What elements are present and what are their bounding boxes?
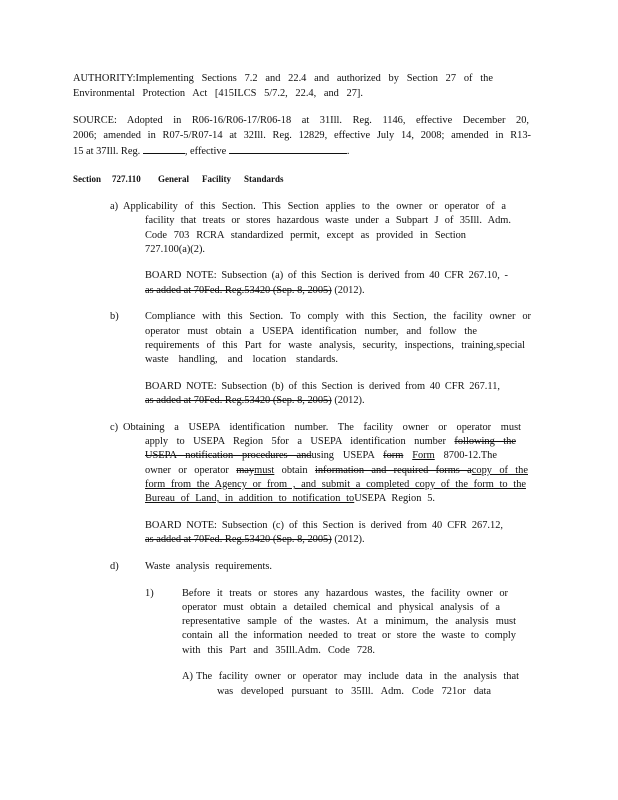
subsection-c-label: c) — [110, 422, 119, 433]
board-note-c-line-2 — [145, 532, 365, 547]
item-1-line-5: with this Part and 35Ill.Adm. Code 728. — [182, 645, 375, 656]
subsection-c-line-4-inserted-must: must — [254, 465, 275, 476]
authority-label: AUTHORITY: — [73, 73, 136, 84]
subsection-b-line-3: requirements of this Part for waste analysis, security, inspections, training,special — [145, 340, 525, 351]
item-1-label: 1) — [145, 588, 154, 599]
board-note-a-struck: as added at 70Fed. Reg.53420 (Sep. 8, 2005) — [145, 285, 332, 296]
source-line-2: 2006; amended in R07-5/R07-14 at 32Ill. Reg. 12829, effective July 14, 2008; amended in R13- — [73, 130, 531, 141]
authority-line-2: Environmental Protection Act [415ILCS 5/7.2, 22.4, and 27]. — [73, 88, 363, 99]
subsection-d-title: Waste analysis requirements. — [145, 561, 272, 572]
subsection-c-line-4-inserted: copy of the — [471, 465, 528, 476]
item-A-line-2: was developed pursuant to 35Ill. Adm. Code 721or data — [217, 686, 491, 697]
item-A-label: A) — [182, 671, 193, 682]
subsection-c-line-3-struck: USEPA notification procedures and — [145, 450, 312, 461]
subsection-c-line-6-inserted: Bureau of Land, in addition to notification to — [145, 493, 355, 504]
item-1-line-4: contain all the information needed to treat or store the waste to comply — [182, 630, 516, 641]
source-line-3 — [73, 143, 373, 159]
subsection-c-line-4-obtain: obtain — [274, 465, 315, 476]
subsection-c-line-4 — [145, 463, 528, 478]
subsection-b-line-2: operator must obtain a USEPA identification number, and follow the — [145, 326, 477, 337]
section-number: 727.110 — [112, 174, 141, 184]
heading-word-facility: Facility — [202, 174, 231, 184]
board-note-c-struck: as added at 70Fed. Reg.53420 (Sep. 8, 2005) — [145, 534, 332, 545]
source-effective-text: , effective — [184, 146, 227, 157]
subsection-c-line-6 — [145, 491, 435, 506]
space — [403, 450, 412, 461]
source-reg-text: 15 at 37Ill. Reg. — [73, 146, 141, 157]
reg-blank — [143, 143, 185, 154]
board-note-a-end: (2012). — [331, 285, 365, 296]
subsection-c-line-4-struck: information and required forms a — [314, 465, 472, 476]
subsection-c-line-5: form from the Agency or from , and submit a completed copy of the form to the — [145, 479, 526, 490]
board-note-c-line-1: BOARD NOTE: Subsection (c) of this Section is derived from 40 CFR 267.12, — [145, 520, 503, 531]
subsection-c-line-3 — [145, 448, 497, 463]
authority-text: Implementing Sections 7.2 and 22.4 and authorized by Section 27 of the — [135, 73, 493, 84]
subsection-a-line-4: 727.100(a)(2). — [145, 244, 206, 255]
source-period: . — [346, 146, 350, 157]
board-note-a-line-2 — [145, 283, 365, 298]
subsection-a-line-1: Applicability of this Section. This Section applies to the owner or operator of a — [123, 201, 506, 212]
subsection-b-line-1: Compliance with this Section. To comply with this Section, the facility owner or — [145, 311, 531, 322]
item-1-line-3: representative sample of the wastes. At a minimum, the analysis must — [182, 616, 516, 627]
board-note-b-struck: as added at 70Fed. Reg.53420 (Sep. 8, 2005) — [145, 395, 332, 406]
subsection-c-line-3-inserted-form: Form — [412, 450, 435, 461]
section-label: Section — [73, 174, 101, 184]
authority-line-1 — [73, 71, 493, 86]
item-A-line-1: The facility owner or operator may include data in the analysis that — [196, 671, 519, 682]
source-line-1: SOURCE: Adopted in R06-16/R06-17/R06-18 at 31Ill. Reg. 1146, effective December 20, — [73, 115, 529, 126]
subsection-c-line-1: Obtaining a USEPA identification number. The facility owner or operator must — [123, 422, 521, 433]
subsection-c-line-6-text: USEPA Region 5. — [354, 493, 435, 504]
board-note-b-line-2 — [145, 393, 365, 408]
subsection-a-line-3: Code 703 RCRA standardized permit, except as provided in Section — [145, 230, 466, 241]
subsection-d-label: d) — [110, 561, 119, 572]
subsection-b-label: b) — [110, 311, 119, 322]
subsection-b-line-4: waste handling, and location standards. — [145, 354, 338, 365]
subsection-c-line-3-end: 8700-12.The — [434, 450, 497, 461]
subsection-c-line-2-struck: following the — [454, 436, 516, 447]
effective-date-blank — [229, 143, 347, 154]
board-note-a-line-1: BOARD NOTE: Subsection (a) of this Section is derived from 40 CFR 267.10, - — [145, 270, 508, 281]
subsection-c-line-3-text: using USEPA — [311, 450, 384, 461]
subsection-c-line-2-text: apply to USEPA Region 5for a USEPA identification number — [145, 436, 455, 447]
subsection-c-line-3-struck-form: form — [383, 450, 404, 461]
heading-word-standards: Standards — [244, 174, 284, 184]
board-note-c-end: (2012). — [331, 534, 365, 545]
subsection-c-line-2 — [145, 434, 516, 449]
board-note-b-line-1: BOARD NOTE: Subsection (b) of this Section is derived from 40 CFR 267.11, — [145, 381, 500, 392]
heading-word-general: General — [158, 174, 189, 184]
item-1-line-1: Before it treats or stores any hazardous wastes, the facility owner or — [182, 588, 508, 599]
subsection-c-line-4-struck-may: may — [236, 465, 255, 476]
subsection-a-line-2: facility that treats or stores hazardous waste under a Subpart J of 35Ill. Adm. — [145, 215, 511, 226]
subsection-a-label: a) — [110, 201, 119, 212]
subsection-c-line-4-text: owner or operator — [145, 465, 237, 476]
item-1-line-2: operator must obtain a detailed chemical and physical analysis of a — [182, 602, 500, 613]
board-note-b-end: (2012). — [331, 395, 365, 406]
